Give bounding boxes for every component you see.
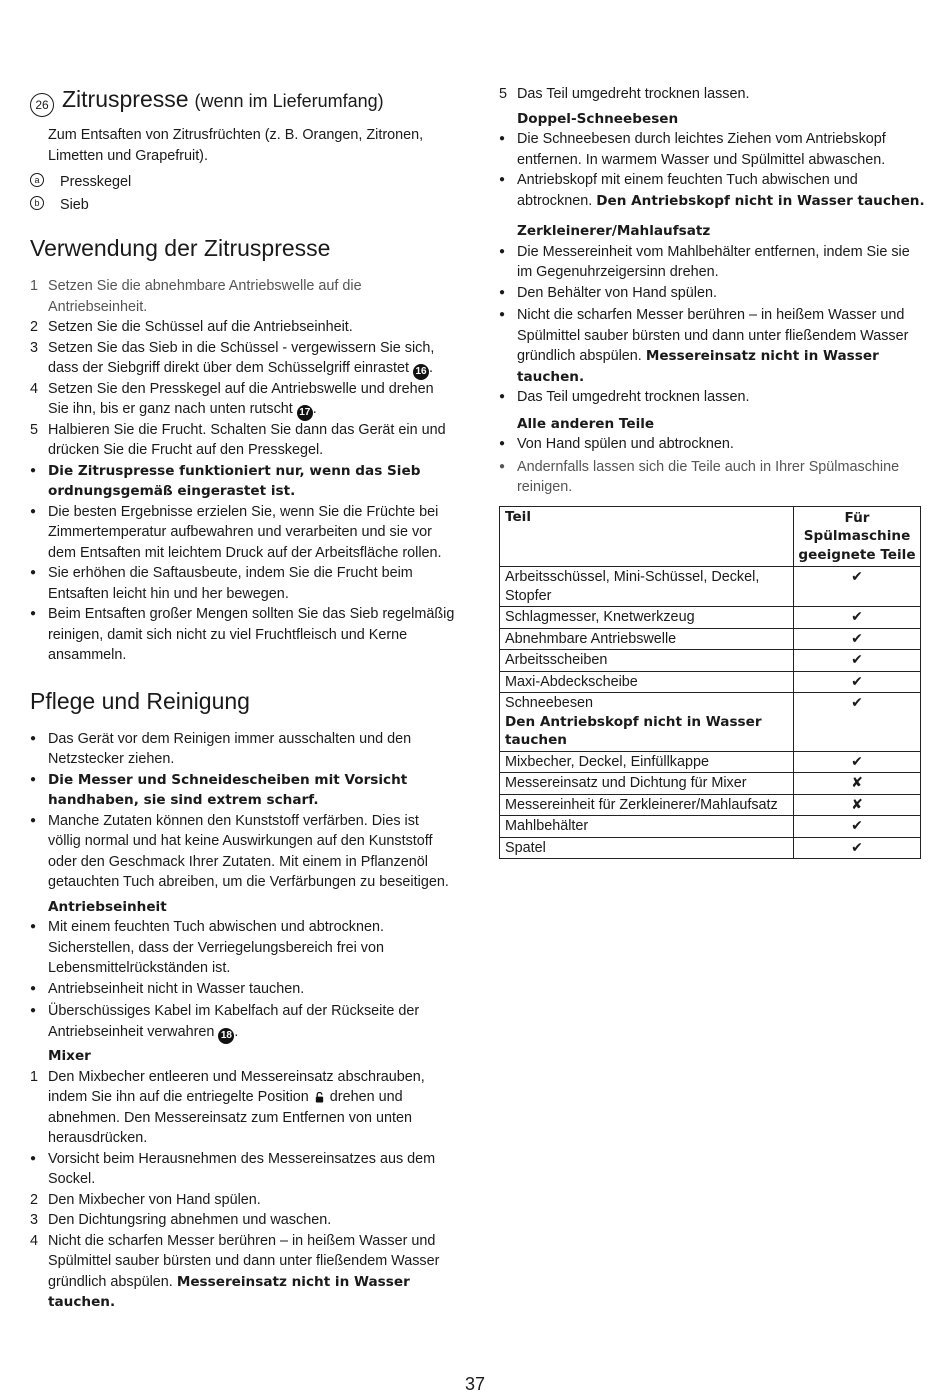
bullet-icon xyxy=(30,770,48,811)
part-name: Schneebesen xyxy=(505,695,594,711)
andere-bullet xyxy=(499,434,925,457)
step-number: 4 xyxy=(30,380,39,397)
checkmark-icon: ✔ xyxy=(794,816,921,838)
note-item xyxy=(30,461,455,502)
bullet-icon xyxy=(30,1149,48,1190)
zerkl-body xyxy=(517,305,925,387)
antrieb-text: Antriebseinheit nicht in Wasser tauchen. xyxy=(48,980,305,997)
doppel-bullet xyxy=(499,129,925,170)
figure-reference-icon: 18 xyxy=(218,1028,234,1044)
mixer-step-text: Nicht die scharfen Messer berühren – in heißem Wasser und Spülmittel sauber bürsten und dann unter fließendem Wasser gründlich abspülen. xyxy=(48,1232,440,1290)
note-item xyxy=(30,563,455,604)
mixer-step xyxy=(30,1231,455,1313)
zerkl-bullet xyxy=(499,305,925,387)
checkmark-icon: ✔ xyxy=(794,751,921,773)
part-cell xyxy=(500,693,794,752)
mixer-step-text: Den Mixbecher von Hand spülen. xyxy=(48,1191,261,1208)
checkmark-icon: ✔ xyxy=(794,671,921,693)
unlock-icon xyxy=(315,1092,324,1103)
mixer-step-body xyxy=(48,1231,455,1313)
bullet-icon xyxy=(30,1001,48,1042)
doppel-bullet xyxy=(499,170,925,211)
bullet-icon xyxy=(499,129,517,170)
page-number: 37 xyxy=(464,1374,486,1394)
table-row xyxy=(500,816,921,838)
note-item xyxy=(30,502,455,564)
part-cell: Mahlbehälter xyxy=(500,816,794,838)
bullet-icon xyxy=(499,387,517,410)
antrieb-bullet xyxy=(30,1001,455,1042)
zerkl-bullet xyxy=(499,387,925,410)
zerkl-bullet xyxy=(499,242,925,283)
step-number: 1 xyxy=(30,278,39,294)
care-bullet xyxy=(30,811,455,893)
cross-icon: ✘ xyxy=(794,794,921,816)
step-punct: . xyxy=(312,401,317,417)
step-number: 2 xyxy=(30,319,39,335)
column-header-teil: Teil xyxy=(500,506,794,567)
cross-icon: ✘ xyxy=(794,773,921,795)
part-cell: Abnehmbare Antriebswelle xyxy=(500,628,794,650)
table-row xyxy=(500,773,921,795)
part-cell: Mixbecher, Deckel, Einfüllkappe xyxy=(500,751,794,773)
bullet-icon xyxy=(30,563,48,604)
table-row xyxy=(500,794,921,816)
care-text: Manche Zutaten können den Kunststoff verfärben. Dies ist völlig normal und hat keine Auswirkungen auf den Kunststoff oder den Geschmack Ihrer Zutaten. Mit einem in Pflanzenöl getauchten Tuch abreiben, um die Verfärbungen zu beseitigen. xyxy=(48,812,449,890)
dishwasher-table xyxy=(499,506,921,860)
section-number-badge: 26 xyxy=(30,93,54,117)
mixer-step-text: Den Dichtungsring abnehmen und waschen. xyxy=(48,1212,332,1228)
note-text: Beim Entsaften großer Mengen sollten Sie das Sieb regelmäßig reinigen, damit sich nicht zu viel Fruchtfleisch und Kerne ansammeln. xyxy=(48,606,455,663)
andere-bullet xyxy=(499,457,925,498)
step-body xyxy=(48,379,455,420)
antrieb-body xyxy=(48,1001,455,1042)
bullet-icon xyxy=(30,979,48,1002)
antrieb-text: Mit einem feuchten Tuch abwischen und abtrocknen. Sicherstellen, dass der Verriegelungsbereich frei von Lebensmittelrückständen ist. xyxy=(48,919,384,976)
section-title-verwendung: Verwendung der Zitruspresse xyxy=(30,235,331,261)
step-number: 3 xyxy=(30,339,39,356)
mixer-step-body xyxy=(48,1067,455,1149)
title-subtitle: (wenn im Lieferumfang) xyxy=(194,91,384,111)
part-cell: Spatel xyxy=(500,837,794,859)
antrieb-bullet xyxy=(30,917,455,979)
step-number: 5 xyxy=(30,421,39,438)
title-text: Zitruspresse xyxy=(62,86,189,112)
step-punct: . xyxy=(429,360,434,376)
table-row xyxy=(500,693,921,752)
part-item xyxy=(30,195,455,216)
step-number: 1 xyxy=(30,1068,39,1085)
step-item xyxy=(30,379,455,420)
part-cell: Arbeitsscheiben xyxy=(500,650,794,672)
subheading-mixer: Mixer xyxy=(48,1048,91,1064)
parts-list xyxy=(30,172,455,215)
mixer-bullet xyxy=(30,1149,455,1190)
bullet-icon xyxy=(499,242,517,283)
subheading-zerkleinerer: Zerkleinerer/Mahlaufsatz xyxy=(517,223,711,239)
care-list xyxy=(30,729,455,893)
subheading-andere-teile: Alle anderen Teile xyxy=(517,415,655,432)
usage-steps xyxy=(30,276,455,666)
mixer-step-warning: Messereinsatz nicht in Wasser tauchen. xyxy=(48,1273,410,1310)
figure-reference-icon: 17 xyxy=(297,405,313,421)
care-text-bold: Die Messer und Schneidescheiben mit Vorsicht handhaben, sie sind extrem scharf. xyxy=(48,771,408,808)
care-text: Das Gerät vor dem Reinigen immer ausschalten und den Netzstecker ziehen. xyxy=(48,730,412,767)
bullet-icon xyxy=(30,811,48,893)
zerkl-text: Das Teil umgedreht trocknen lassen. xyxy=(517,389,750,405)
part-label: Sieb xyxy=(60,196,89,213)
mixer-step xyxy=(30,1067,455,1149)
mixer-step-text: Den Mixbecher entleeren und Messereinsatz abschrauben, indem Sie ihn auf die entriegelte Position xyxy=(48,1068,425,1105)
bullet-icon xyxy=(30,502,48,564)
part-cell: Schlagmesser, Knetwerkzeug xyxy=(500,607,794,629)
step-number: 4 xyxy=(30,1232,39,1249)
note-text: Sie erhöhen die Saftausbeute, indem Sie die Frucht beim Entsaften leicht hin und her bewegen. xyxy=(48,565,413,602)
checkmark-icon: ✔ xyxy=(794,607,921,629)
zerkl-text: Nicht die scharfen Messer berühren – in heißem Wasser und Spülmittel sauber bürsten und dann unter fließendem Wasser gründlich abspülen. xyxy=(517,307,909,364)
doppel-text: Antriebskopf mit einem feuchten Tuch abwischen und abtrocknen. xyxy=(517,172,858,209)
table-row xyxy=(500,567,921,607)
antrieb-text: Überschüssiges Kabel im Kabelfach auf der Rückseite der Antriebseinheit verwahren xyxy=(48,1003,420,1040)
mixer-step xyxy=(30,1190,455,1211)
step-text: Setzen Sie das Sieb in die Schüssel - vergewissern Sie sich, dass der Siebgriff direkt über dem Schüsselgriff einrastet xyxy=(48,339,435,376)
part-marker: b xyxy=(30,196,44,210)
table-row xyxy=(500,607,921,629)
note-text-bold: Die Zitruspresse funktioniert nur, wenn das Sieb ordnungsgemäß eingerastet ist. xyxy=(48,462,421,499)
doppel-body xyxy=(517,170,925,211)
table-row xyxy=(500,751,921,773)
part-item xyxy=(30,172,455,193)
subheading-doppel-schneebesen: Doppel-Schneebesen xyxy=(517,110,679,127)
table-header-row xyxy=(500,506,921,567)
part-cell: Messereinsatz und Dichtung für Mixer xyxy=(500,773,794,795)
bullet-icon xyxy=(499,457,517,498)
andere-text: Andernfalls lassen sich die Teile auch in Ihrer Spülmaschine reinigen. xyxy=(517,458,900,495)
step-number: 2 xyxy=(30,1191,39,1208)
right-column xyxy=(499,84,925,859)
zerkl-bullet xyxy=(499,283,925,306)
part-marker: a xyxy=(30,173,44,187)
doppel-warning: Den Antriebskopf nicht in Wasser tauchen. xyxy=(596,192,925,209)
zerkl-text: Die Messereinheit vom Mahlbehälter entfernen, indem Sie sie im Gegenuhrzeigersinn drehen. xyxy=(517,243,910,280)
mixer-step xyxy=(30,1210,455,1231)
step-text: Setzen Sie die abnehmbare Antriebswelle auf die Antriebseinheit. xyxy=(48,278,362,315)
bullet-icon xyxy=(499,170,517,211)
column-header-dishwasher: Für Spülmaschine geeignete Teile xyxy=(794,506,921,567)
part-cell: Messereinheit für Zerkleinerer/Mahlaufsatz xyxy=(500,794,794,816)
table-row xyxy=(500,671,921,693)
bullet-icon xyxy=(499,434,517,457)
note-text: Die besten Ergebnisse erzielen Sie, wenn Sie die Früchte bei Zimmertemperatur aufbewahren und verarbeiten und sie vor dem Entsaften mit leichtem Druck auf der Arbeitsfläche rollen. xyxy=(48,503,442,561)
part-cell: Arbeitsschüssel, Mini-Schüssel, Deckel, Stopfer xyxy=(500,567,794,607)
step-item xyxy=(30,276,455,317)
checkmark-icon: ✔ xyxy=(794,650,921,672)
bullet-icon xyxy=(499,305,517,387)
part-cell: Maxi-Abdeckscheibe xyxy=(500,671,794,693)
part-label: Presskegel xyxy=(60,174,132,190)
subheading-antriebseinheit: Antriebseinheit xyxy=(48,898,167,915)
checkmark-icon: ✔ xyxy=(794,837,921,859)
step-item xyxy=(30,338,455,379)
step-item xyxy=(30,317,455,338)
intro-paragraph: Zum Entsaften von Zitrusfrüchten (z. B. Orangen, Zitronen, Limetten und Grapefruit). xyxy=(48,127,424,164)
bullet-icon xyxy=(30,729,48,770)
bullet-icon xyxy=(30,461,48,502)
section-title-zitruspresse xyxy=(30,86,455,115)
step-text: Setzen Sie den Presskegel auf die Antriebswelle und drehen Sie ihn, bis er ganz nach unten rutscht xyxy=(48,380,434,417)
checkmark-icon: ✔ xyxy=(794,628,921,650)
table-row xyxy=(500,837,921,859)
zerkl-warning: Messereinsatz nicht in Wasser tauchen. xyxy=(517,348,879,385)
mixer-step-text-cont: drehen und abnehmen. Den Messereinsatz zum Entfernen von unten herausdrücken. xyxy=(48,1089,412,1146)
antrieb-bullet xyxy=(30,979,455,1002)
checkmark-icon: ✔ xyxy=(794,693,921,752)
step-body xyxy=(48,338,455,379)
doppel-text: Die Schneebesen durch leichtes Ziehen vom Antriebskopf entfernen. In warmem Wasser und Spülmittel abwaschen. xyxy=(517,131,886,168)
bullet-icon xyxy=(30,917,48,979)
figure-reference-icon: 16 xyxy=(413,364,429,380)
section-title-pflege: Pflege und Reinigung xyxy=(30,687,250,714)
mixer-bullet-text: Vorsicht beim Herausnehmen des Messereinsatzes aus dem Sockel. xyxy=(48,1150,436,1187)
step-item xyxy=(30,420,455,461)
step-text: Das Teil umgedreht trocknen lassen. xyxy=(517,86,750,102)
table-row xyxy=(500,628,921,650)
antrieb-punct: . xyxy=(234,1023,239,1040)
checkmark-icon: ✔ xyxy=(794,567,921,607)
zerkl-text: Den Behälter von Hand spülen. xyxy=(517,284,718,301)
step-text: Halbieren Sie die Frucht. Schalten Sie dann das Gerät ein und drücken Sie die Frucht auf den Presskegel. xyxy=(48,421,446,458)
bullet-icon xyxy=(499,283,517,306)
care-bullet xyxy=(30,770,455,811)
part-warning: Den Antriebskopf nicht in Wasser tauchen xyxy=(505,713,762,748)
table-row xyxy=(500,650,921,672)
step-number: 3 xyxy=(30,1212,39,1228)
step-item xyxy=(499,84,925,105)
step-text: Setzen Sie die Schüssel auf die Antriebseinheit. xyxy=(48,319,353,335)
andere-text: Von Hand spülen und abtrocknen. xyxy=(517,436,734,452)
bullet-icon xyxy=(30,604,48,666)
care-bullet xyxy=(30,729,455,770)
note-item xyxy=(30,604,455,666)
step-number: 5 xyxy=(499,86,508,102)
left-column xyxy=(30,84,455,1313)
